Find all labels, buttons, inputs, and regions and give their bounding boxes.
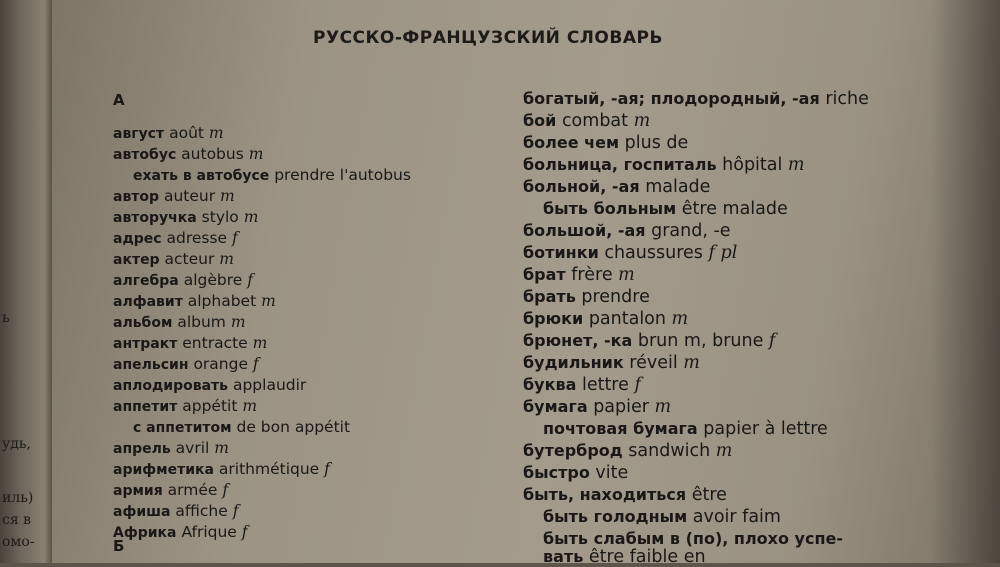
gender-marker: m bbox=[225, 313, 246, 331]
french-translation: hôpital bbox=[716, 155, 783, 175]
gender-marker: m bbox=[237, 397, 258, 415]
dictionary-entry bbox=[113, 483, 228, 499]
page-fold-shadow bbox=[930, 0, 1000, 563]
dictionary-entry bbox=[113, 126, 224, 142]
dictionary-entry bbox=[523, 245, 737, 263]
french-translation: affiche bbox=[170, 502, 228, 520]
french-translation: stylo bbox=[196, 208, 239, 226]
russian-word: алфавит bbox=[113, 294, 183, 310]
french-translation: de bon appétit bbox=[231, 418, 351, 436]
french-translation: arithmétique bbox=[213, 460, 320, 478]
russian-word: армия bbox=[113, 483, 163, 499]
left-page-edge bbox=[0, 0, 52, 563]
gender-marker: f bbox=[763, 331, 776, 351]
french-translation: adresse bbox=[161, 229, 228, 247]
french-translation: auteur bbox=[159, 187, 216, 205]
french-translation: pantalon bbox=[583, 309, 666, 329]
russian-word: бой bbox=[523, 111, 557, 130]
russian-word: почтовая бумага bbox=[543, 419, 698, 438]
dictionary-entry bbox=[113, 315, 246, 331]
russian-word: быть, находиться bbox=[523, 485, 687, 504]
dictionary-entry bbox=[543, 549, 706, 567]
dictionary-entry bbox=[543, 421, 828, 439]
french-translation: album bbox=[172, 313, 226, 331]
french-translation: malade bbox=[639, 177, 711, 197]
russian-word: больница, госпиталь bbox=[523, 155, 717, 174]
french-translation: alphabet bbox=[182, 292, 257, 310]
french-translation: orange bbox=[188, 355, 248, 373]
dictionary-entry bbox=[113, 525, 248, 541]
russian-word: Африка bbox=[113, 525, 177, 541]
russian-word: быть больным bbox=[543, 199, 677, 218]
dictionary-entry bbox=[523, 135, 688, 153]
gender-marker: m bbox=[665, 309, 689, 329]
gender-marker: m bbox=[238, 208, 259, 226]
gender-marker: m bbox=[612, 265, 635, 285]
dictionary-entry bbox=[543, 509, 781, 527]
section-letter bbox=[113, 93, 125, 109]
russian-word: афиша bbox=[113, 504, 171, 520]
french-translation: algèbre bbox=[178, 271, 243, 289]
gender-marker: m bbox=[203, 124, 224, 142]
french-translation: grand, -e bbox=[645, 221, 731, 241]
dictionary-entry bbox=[113, 294, 276, 310]
gender-marker: m bbox=[209, 439, 229, 457]
dictionary-entry bbox=[523, 91, 869, 109]
dictionary-entry bbox=[113, 378, 306, 394]
margin-fragment: ся в bbox=[2, 512, 32, 528]
dictionary-entry bbox=[113, 357, 259, 373]
dictionary-entry bbox=[113, 147, 263, 163]
dictionary-entry bbox=[523, 465, 628, 483]
gender-marker: m bbox=[782, 155, 805, 175]
gender-marker: m bbox=[628, 111, 651, 131]
gender-marker: m bbox=[648, 397, 672, 417]
russian-word: брат bbox=[523, 265, 566, 284]
gender-marker: f bbox=[236, 523, 248, 541]
dictionary-entry bbox=[113, 231, 238, 247]
gender-marker: f bbox=[248, 355, 259, 373]
dictionary-entry bbox=[133, 168, 411, 184]
russian-word: антракт bbox=[113, 336, 178, 352]
russian-word: вать bbox=[543, 547, 584, 566]
russian-word: актер bbox=[113, 252, 160, 268]
dictionary-entry bbox=[523, 443, 732, 461]
dictionary-entry bbox=[113, 336, 267, 352]
russian-word: апрель bbox=[113, 441, 171, 457]
gender-marker: f bbox=[242, 271, 253, 289]
french-translation: acteur bbox=[159, 250, 215, 268]
french-translation: être faible en bbox=[583, 547, 706, 567]
russian-word: автор bbox=[113, 189, 160, 205]
russian-word: апельсин bbox=[113, 357, 189, 373]
russian-word: богатый, -ая; плодородный, -ая bbox=[523, 89, 820, 108]
gender-marker: f bbox=[319, 460, 330, 478]
russian-word: быстро bbox=[523, 463, 590, 482]
french-translation: riche bbox=[819, 89, 869, 109]
french-translation: brun m, brune bbox=[632, 331, 764, 351]
gender-marker: m bbox=[243, 145, 264, 163]
dictionary-entry bbox=[523, 113, 650, 131]
dictionary-entry bbox=[133, 420, 350, 436]
french-translation: réveil bbox=[623, 353, 678, 373]
french-translation: lettre bbox=[576, 375, 629, 395]
dictionary-entry bbox=[523, 223, 731, 241]
russian-word: адрес bbox=[113, 231, 162, 247]
gender-marker: m bbox=[677, 353, 700, 373]
french-translation: être bbox=[686, 485, 727, 505]
dictionary-entry bbox=[523, 377, 641, 395]
gender-marker: f bbox=[628, 375, 641, 395]
french-translation: chaussures bbox=[598, 243, 703, 263]
russian-word: авторучка bbox=[113, 210, 197, 226]
gender-marker: m bbox=[247, 334, 268, 352]
french-translation: appétit bbox=[177, 397, 238, 415]
french-translation: plus de bbox=[619, 133, 689, 153]
russian-word: буква bbox=[523, 375, 577, 394]
russian-word: брюки bbox=[523, 309, 584, 328]
dictionary-entry bbox=[543, 531, 843, 549]
french-translation: être malade bbox=[676, 199, 788, 219]
french-translation: papier à lettre bbox=[697, 419, 828, 439]
dictionary-entry bbox=[113, 441, 229, 457]
french-translation: applaudir bbox=[228, 376, 307, 394]
dictionary-entry bbox=[523, 399, 671, 417]
gender-marker: m bbox=[214, 250, 234, 268]
dictionary-entry bbox=[523, 179, 710, 197]
dictionary-entry bbox=[113, 504, 238, 520]
russian-word: автобус bbox=[113, 147, 177, 163]
dictionary-entry bbox=[113, 189, 235, 205]
russian-word: арифметика bbox=[113, 462, 214, 478]
russian-word: больной, -ая bbox=[523, 177, 640, 196]
french-translation: Afrique bbox=[176, 523, 237, 541]
russian-word: большой, -ая bbox=[523, 221, 646, 240]
russian-word: аплодировать bbox=[113, 378, 229, 394]
russian-word: быть слабым в (по), плохо успе- bbox=[543, 529, 844, 548]
gender-marker: f bbox=[227, 229, 238, 247]
dictionary-entry bbox=[113, 210, 258, 226]
dictionary-entry bbox=[523, 311, 688, 329]
margin-fragment: ь bbox=[2, 310, 10, 326]
dictionary-entry bbox=[113, 273, 253, 289]
french-translation: autobus bbox=[176, 145, 244, 163]
dictionary-entry bbox=[113, 462, 330, 478]
russian-word: с аппетитом bbox=[133, 420, 232, 436]
french-translation: entracte bbox=[177, 334, 248, 352]
russian-word: ботинки bbox=[523, 243, 599, 262]
dictionary-entry bbox=[523, 267, 635, 285]
section-letter bbox=[113, 539, 124, 555]
russian-word: будильник bbox=[523, 353, 624, 372]
gender-marker: f bbox=[217, 481, 229, 499]
french-translation: prendre l'autobus bbox=[269, 166, 411, 184]
russian-word: более чем bbox=[523, 133, 620, 152]
dictionary-entry bbox=[523, 157, 805, 175]
margin-fragment: иль) bbox=[2, 490, 34, 506]
russian-word: алгебра bbox=[113, 273, 179, 289]
french-translation: août bbox=[164, 124, 204, 142]
french-translation: papier bbox=[587, 397, 649, 417]
margin-fragment: омо- bbox=[2, 534, 35, 550]
french-translation: combat bbox=[556, 111, 629, 131]
russian-word: бутерброд bbox=[523, 441, 623, 460]
russian-word: брюнет, -ка bbox=[523, 331, 633, 350]
russian-word: брать bbox=[523, 287, 576, 306]
russian-word: август bbox=[113, 126, 165, 142]
dictionary-entry bbox=[113, 252, 234, 268]
dictionary-entry bbox=[523, 355, 700, 373]
french-translation: vite bbox=[589, 463, 629, 483]
dictionary-entry bbox=[523, 487, 727, 505]
dictionary-entry bbox=[543, 201, 788, 219]
page-title: РУССКО-ФРАНЦУЗСКИЙ СЛОВАРЬ bbox=[313, 28, 663, 48]
russian-word: альбом bbox=[113, 315, 173, 331]
french-translation: sandwich bbox=[622, 441, 711, 461]
russian-word: Б bbox=[113, 537, 125, 555]
dictionary-entry bbox=[523, 333, 775, 351]
gender-marker: m bbox=[215, 187, 235, 205]
russian-word: аппетит bbox=[113, 399, 178, 415]
french-translation: avoir faim bbox=[687, 507, 781, 527]
french-translation: prendre bbox=[575, 287, 650, 307]
russian-word: ехать в автобусе bbox=[133, 168, 270, 184]
french-translation: avril bbox=[170, 439, 210, 457]
russian-word: А bbox=[113, 91, 125, 109]
gender-marker: f bbox=[227, 502, 239, 520]
gender-marker: m bbox=[710, 441, 733, 461]
russian-word: быть голодным bbox=[543, 507, 688, 526]
dictionary-entry bbox=[113, 399, 257, 415]
french-translation: armée bbox=[162, 481, 218, 499]
gender-marker: m bbox=[256, 292, 276, 310]
french-translation: frère bbox=[565, 265, 613, 285]
gender-marker: f pl bbox=[702, 243, 738, 263]
margin-fragment: удь, bbox=[2, 436, 31, 452]
russian-word: бумага bbox=[523, 397, 588, 416]
dictionary-entry bbox=[523, 289, 650, 307]
